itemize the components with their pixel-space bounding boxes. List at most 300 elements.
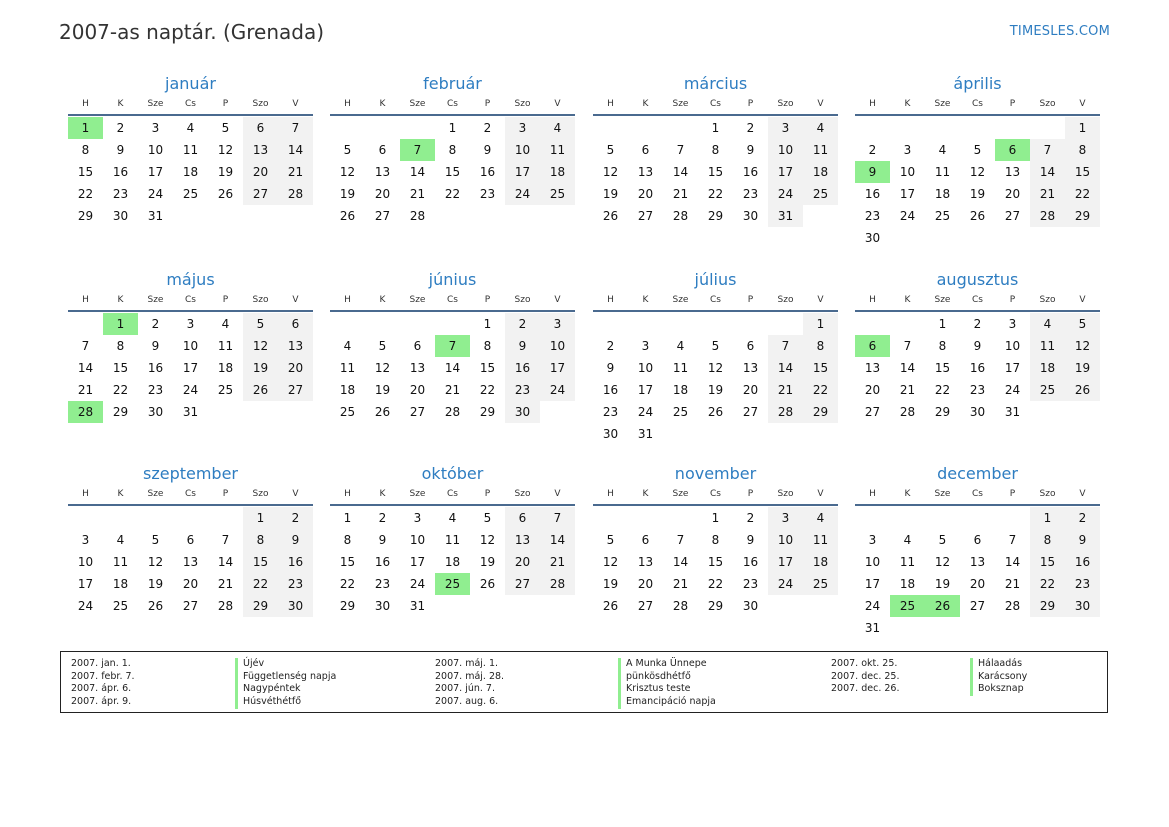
weekday-label: Szo <box>777 99 794 109</box>
weekday-label: Sze <box>934 489 951 499</box>
day-cell: 8 <box>448 143 457 157</box>
holiday-date: 2007. ápr. 6. <box>71 683 132 695</box>
day-cell: 12 <box>707 361 724 375</box>
month-11 <box>593 463 838 617</box>
day-cell: 9 <box>278 529 313 551</box>
weekday-label: Cs <box>185 489 196 499</box>
day-cell: 2 <box>1065 507 1100 529</box>
day-cell: 18 <box>899 577 916 591</box>
day-cell: 5 <box>606 143 615 157</box>
day-cell: 11 <box>217 339 234 353</box>
holiday-name: Újév <box>235 658 336 671</box>
day-cell: 24 <box>182 383 199 397</box>
day-cell: 12 <box>1065 335 1100 357</box>
day-cell: 5 <box>343 143 352 157</box>
day-cell: 5 <box>483 511 492 525</box>
day-cell: 7 <box>540 507 575 529</box>
day-cell: 19 <box>243 357 278 379</box>
day-cell: 12 <box>243 335 278 357</box>
day-cell: 24 <box>637 405 654 419</box>
holiday-date: 2007. okt. 25. <box>831 658 898 669</box>
day-grid <box>330 507 575 617</box>
day-cell: 16 <box>742 555 759 569</box>
day-cell: 11 <box>1030 335 1065 357</box>
day-cell: 5 <box>973 143 982 157</box>
weekday-label: K <box>904 295 911 305</box>
day-cell: 9 <box>378 533 387 547</box>
day-grid <box>68 313 313 423</box>
empty-cell <box>103 507 138 529</box>
day-cell: 25 <box>934 209 951 223</box>
day-cell: 21 <box>444 383 461 397</box>
weekday-label: Cs <box>710 99 721 109</box>
header-divider <box>330 504 575 506</box>
weekday-label: Sze <box>672 295 689 305</box>
day-cell: 9 <box>746 143 755 157</box>
day-cell: 26 <box>1065 379 1100 401</box>
weekday-label: Sze <box>147 489 164 499</box>
weekday-label: K <box>904 489 911 499</box>
weekday-label: Sze <box>934 295 951 305</box>
holiday-day-cell: 25 <box>435 573 470 595</box>
day-cell: 30 <box>864 231 881 245</box>
day-cell: 29 <box>243 595 278 617</box>
month-10 <box>330 463 575 617</box>
holiday-name: Húsvéthétfő <box>235 696 336 709</box>
day-cell: 18 <box>444 555 461 569</box>
day-cell: 11 <box>182 143 199 157</box>
day-cell: 20 <box>637 577 654 591</box>
day-cell: 23 <box>112 187 129 201</box>
day-cell: 9 <box>973 339 982 353</box>
day-cell: 15 <box>444 165 461 179</box>
day-cell: 7 <box>676 533 685 547</box>
day-cell: 22 <box>339 577 356 591</box>
day-cell: 3 <box>540 313 575 335</box>
day-cell: 31 <box>864 621 881 635</box>
day-cell: 15 <box>934 361 951 375</box>
day-cell: 30 <box>147 405 164 419</box>
month-12 <box>855 463 1100 639</box>
weekday-label: Szo <box>1039 99 1056 109</box>
day-cell: 14 <box>77 361 94 375</box>
day-cell: 26 <box>602 209 619 223</box>
day-cell: 23 <box>602 405 619 419</box>
day-cell: 7 <box>278 117 313 139</box>
holiday-name: Emancipáció napja <box>618 696 716 709</box>
empty-cell <box>1030 117 1065 139</box>
weekday-label: K <box>117 295 124 305</box>
day-cell: 22 <box>1030 573 1065 595</box>
empty-cell <box>698 313 733 335</box>
empty-cell <box>435 313 470 335</box>
day-cell: 28 <box>278 183 313 205</box>
weekday-label: Szo <box>777 295 794 305</box>
day-cell: 12 <box>969 165 986 179</box>
weekday-label: P <box>747 295 754 305</box>
holiday-day-cell: 6 <box>995 139 1030 161</box>
holiday-name: Krisztus teste <box>618 683 716 696</box>
day-cell: 8 <box>81 143 90 157</box>
holiday-date: 2007. febr. 7. <box>71 670 135 682</box>
day-cell: 27 <box>742 405 759 419</box>
day-cell: 12 <box>147 555 164 569</box>
day-cell: 17 <box>409 555 426 569</box>
day-cell: 6 <box>413 339 422 353</box>
holiday-names-col-1 <box>235 658 336 709</box>
day-cell: 30 <box>742 209 759 223</box>
day-cell: 4 <box>343 339 352 353</box>
weekday-label: V <box>554 295 561 305</box>
weekday-label: Szo <box>514 489 531 499</box>
day-cell: 25 <box>339 405 356 419</box>
weekday-header <box>68 97 313 111</box>
weekday-label: P <box>484 295 491 305</box>
day-cell: 13 <box>637 165 654 179</box>
day-cell: 4 <box>903 533 912 547</box>
day-cell: 24 <box>768 183 803 205</box>
holiday-date: 2007. dec. 26. <box>831 683 900 695</box>
month-name: április <box>953 74 1002 93</box>
holiday-name: pünkösdhétfő <box>618 671 716 684</box>
day-cell: 4 <box>448 511 457 525</box>
holiday-name: Függetlenség napja <box>235 671 336 684</box>
day-cell: 6 <box>641 533 650 547</box>
day-cell: 20 <box>182 577 199 591</box>
weekday-label: Sze <box>147 99 164 109</box>
weekday-header <box>593 487 838 501</box>
day-cell: 10 <box>540 335 575 357</box>
day-cell: 13 <box>278 335 313 357</box>
day-cell: 16 <box>1065 551 1100 573</box>
day-cell: 26 <box>479 577 496 591</box>
day-cell: 5 <box>711 339 720 353</box>
weekday-header <box>330 97 575 111</box>
day-cell: 31 <box>409 599 426 613</box>
weekday-label: V <box>817 295 824 305</box>
day-cell: 5 <box>938 533 947 547</box>
day-cell: 31 <box>147 209 164 223</box>
day-cell: 4 <box>938 143 947 157</box>
day-cell: 30 <box>1065 595 1100 617</box>
empty-cell <box>960 117 995 139</box>
day-cell: 2 <box>746 511 755 525</box>
day-cell: 1 <box>938 317 947 331</box>
month-name: június <box>428 270 477 289</box>
day-cell: 10 <box>77 555 94 569</box>
day-cell: 15 <box>707 555 724 569</box>
weekday-label: P <box>484 99 491 109</box>
day-cell: 24 <box>77 599 94 613</box>
day-cell: 7 <box>903 339 912 353</box>
day-cell: 24 <box>505 183 540 205</box>
weekday-label: Cs <box>447 489 458 499</box>
day-cell: 2 <box>973 317 982 331</box>
day-cell: 27 <box>409 405 426 419</box>
day-cell: 16 <box>479 165 496 179</box>
holiday-date: 2007. dec. 25. <box>831 670 900 682</box>
day-cell: 11 <box>112 555 129 569</box>
day-cell: 15 <box>707 165 724 179</box>
header-divider <box>593 310 838 312</box>
weekday-label: K <box>642 489 649 499</box>
day-cell: 16 <box>505 357 540 379</box>
day-cell: 18 <box>672 383 689 397</box>
day-cell: 6 <box>746 339 755 353</box>
day-cell: 23 <box>147 383 164 397</box>
day-cell: 17 <box>77 577 94 591</box>
day-cell: 15 <box>77 165 94 179</box>
day-cell: 24 <box>899 209 916 223</box>
day-cell: 1 <box>711 511 720 525</box>
day-cell: 28 <box>217 599 234 613</box>
month-name: július <box>694 270 737 289</box>
day-cell: 20 <box>864 383 881 397</box>
day-cell: 30 <box>505 401 540 423</box>
day-cell: 11 <box>803 529 838 551</box>
empty-cell <box>400 117 435 139</box>
day-cell: 9 <box>1065 529 1100 551</box>
day-cell: 20 <box>278 357 313 379</box>
weekday-label: K <box>379 489 386 499</box>
holiday-day-cell: 1 <box>103 313 138 335</box>
day-cell: 4 <box>676 339 685 353</box>
empty-cell <box>890 117 925 139</box>
day-cell: 11 <box>444 533 461 547</box>
weekday-label: H <box>344 99 351 109</box>
holiday-dates-col-2 <box>435 658 504 709</box>
day-cell: 18 <box>540 161 575 183</box>
day-cell: 30 <box>969 405 986 419</box>
day-cell: 20 <box>505 551 540 573</box>
weekday-label: K <box>642 99 649 109</box>
day-cell: 28 <box>768 401 803 423</box>
weekday-header <box>855 293 1100 307</box>
empty-cell <box>593 507 628 529</box>
weekday-label: Cs <box>447 295 458 305</box>
day-cell: 5 <box>243 313 278 335</box>
day-cell: 27 <box>969 599 986 613</box>
day-grid <box>855 117 1100 249</box>
day-cell: 10 <box>637 361 654 375</box>
header-divider <box>855 114 1100 116</box>
month-name: január <box>165 74 216 93</box>
weekday-label: K <box>642 295 649 305</box>
header-divider <box>68 310 313 312</box>
day-cell: 7 <box>1008 533 1017 547</box>
day-cell: 4 <box>803 117 838 139</box>
empty-cell <box>628 507 663 529</box>
day-cell: 21 <box>540 551 575 573</box>
weekday-label: Szo <box>252 99 269 109</box>
day-cell: 20 <box>1004 187 1021 201</box>
month-name: szeptember <box>142 464 238 483</box>
weekday-label: Cs <box>972 489 983 499</box>
day-grid <box>68 117 313 227</box>
weekday-label: H <box>344 295 351 305</box>
day-cell: 13 <box>505 529 540 551</box>
day-cell: 24 <box>540 379 575 401</box>
empty-cell <box>330 313 365 335</box>
day-cell: 21 <box>409 187 426 201</box>
empty-cell <box>400 313 435 335</box>
day-cell: 14 <box>1030 161 1065 183</box>
holiday-name: Boksznap <box>970 683 1027 696</box>
brand-link[interactable]: TIMESLES.COM <box>1009 24 1110 39</box>
weekday-header <box>855 487 1100 501</box>
day-cell: 25 <box>803 573 838 595</box>
weekday-label: K <box>379 295 386 305</box>
month-6 <box>330 269 575 423</box>
day-cell: 23 <box>742 577 759 591</box>
day-grid <box>68 507 313 617</box>
day-cell: 28 <box>672 209 689 223</box>
day-cell: 1 <box>448 121 457 135</box>
weekday-label: V <box>554 489 561 499</box>
day-cell: 15 <box>339 555 356 569</box>
day-cell: 9 <box>483 143 492 157</box>
day-cell: 27 <box>1004 209 1021 223</box>
holiday-day-cell: 1 <box>68 117 103 139</box>
day-cell: 23 <box>505 379 540 401</box>
empty-cell <box>68 313 103 335</box>
header-divider <box>330 114 575 116</box>
day-grid <box>330 313 575 423</box>
day-cell: 26 <box>147 599 164 613</box>
day-cell: 8 <box>343 533 352 547</box>
day-cell: 3 <box>641 339 650 353</box>
day-cell: 25 <box>1030 379 1065 401</box>
day-cell: 9 <box>151 339 160 353</box>
holiday-day-cell: 26 <box>925 595 960 617</box>
day-cell: 12 <box>374 361 391 375</box>
day-cell: 2 <box>116 121 125 135</box>
weekday-label: V <box>1079 99 1086 109</box>
day-cell: 6 <box>378 143 387 157</box>
day-cell: 15 <box>479 361 496 375</box>
day-cell: 6 <box>641 143 650 157</box>
weekday-label: Sze <box>672 489 689 499</box>
weekday-label: H <box>607 99 614 109</box>
day-cell: 21 <box>77 383 94 397</box>
holiday-name: Hálaadás <box>970 658 1027 671</box>
weekday-label: H <box>82 295 89 305</box>
month-name: március <box>683 74 748 93</box>
empty-cell <box>960 507 995 529</box>
day-cell: 13 <box>374 165 391 179</box>
day-cell: 8 <box>1030 529 1065 551</box>
month-4 <box>855 73 1100 249</box>
day-cell: 23 <box>969 383 986 397</box>
day-cell: 2 <box>505 313 540 335</box>
weekday-label: H <box>869 295 876 305</box>
weekday-header <box>68 487 313 501</box>
day-cell: 21 <box>278 161 313 183</box>
holiday-date: 2007. jún. 7. <box>435 683 496 695</box>
day-cell: 17 <box>540 357 575 379</box>
day-grid <box>593 313 838 445</box>
weekday-label: Szo <box>514 295 531 305</box>
day-cell: 19 <box>934 577 951 591</box>
day-cell: 15 <box>243 551 278 573</box>
day-cell: 2 <box>278 507 313 529</box>
day-cell: 26 <box>374 405 391 419</box>
day-cell: 14 <box>409 165 426 179</box>
day-cell: 8 <box>938 339 947 353</box>
weekday-label: Sze <box>672 99 689 109</box>
day-cell: 10 <box>182 339 199 353</box>
day-cell: 1 <box>1030 507 1065 529</box>
day-cell: 6 <box>278 313 313 335</box>
day-cell: 4 <box>540 117 575 139</box>
day-cell: 29 <box>1065 205 1100 227</box>
day-cell: 29 <box>934 405 951 419</box>
day-cell: 7 <box>768 335 803 357</box>
empty-cell <box>628 117 663 139</box>
day-cell: 2 <box>483 121 492 135</box>
weekday-label: P <box>1009 99 1016 109</box>
weekday-header <box>330 487 575 501</box>
day-cell: 1 <box>243 507 278 529</box>
empty-cell <box>208 507 243 529</box>
day-cell: 24 <box>1004 383 1021 397</box>
month-name: október <box>421 464 484 483</box>
weekday-label: V <box>817 99 824 109</box>
weekday-label: V <box>292 489 299 499</box>
day-cell: 1 <box>803 313 838 335</box>
day-cell: 29 <box>803 401 838 423</box>
holiday-dates-col-1 <box>71 658 135 709</box>
day-cell: 27 <box>637 599 654 613</box>
day-cell: 13 <box>243 139 278 161</box>
day-cell: 8 <box>243 529 278 551</box>
day-cell: 4 <box>221 317 230 331</box>
empty-cell <box>663 117 698 139</box>
day-cell: 26 <box>243 379 278 401</box>
empty-cell <box>663 507 698 529</box>
day-cell: 27 <box>182 599 199 613</box>
day-cell: 3 <box>1008 317 1017 331</box>
day-cell: 20 <box>243 161 278 183</box>
empty-cell <box>890 507 925 529</box>
day-cell: 21 <box>672 187 689 201</box>
weekday-label: Sze <box>409 99 426 109</box>
day-cell: 28 <box>1004 599 1021 613</box>
day-cell: 15 <box>1030 551 1065 573</box>
weekday-label: Cs <box>972 295 983 305</box>
day-cell: 19 <box>707 383 724 397</box>
day-cell: 2 <box>378 511 387 525</box>
empty-cell <box>593 117 628 139</box>
day-cell: 4 <box>116 533 125 547</box>
empty-cell <box>855 117 890 139</box>
day-cell: 24 <box>768 573 803 595</box>
day-cell: 28 <box>444 405 461 419</box>
day-cell: 6 <box>243 117 278 139</box>
day-cell: 11 <box>934 165 951 179</box>
day-cell: 25 <box>803 183 838 205</box>
day-cell: 1 <box>343 511 352 525</box>
day-cell: 3 <box>868 533 877 547</box>
day-cell: 7 <box>81 339 90 353</box>
day-cell: 17 <box>899 187 916 201</box>
day-cell: 4 <box>803 507 838 529</box>
day-cell: 24 <box>147 187 164 201</box>
weekday-header <box>855 97 1100 111</box>
holiday-date: 2007. jan. 1. <box>71 658 131 669</box>
day-cell: 27 <box>374 209 391 223</box>
day-cell: 2 <box>606 339 615 353</box>
